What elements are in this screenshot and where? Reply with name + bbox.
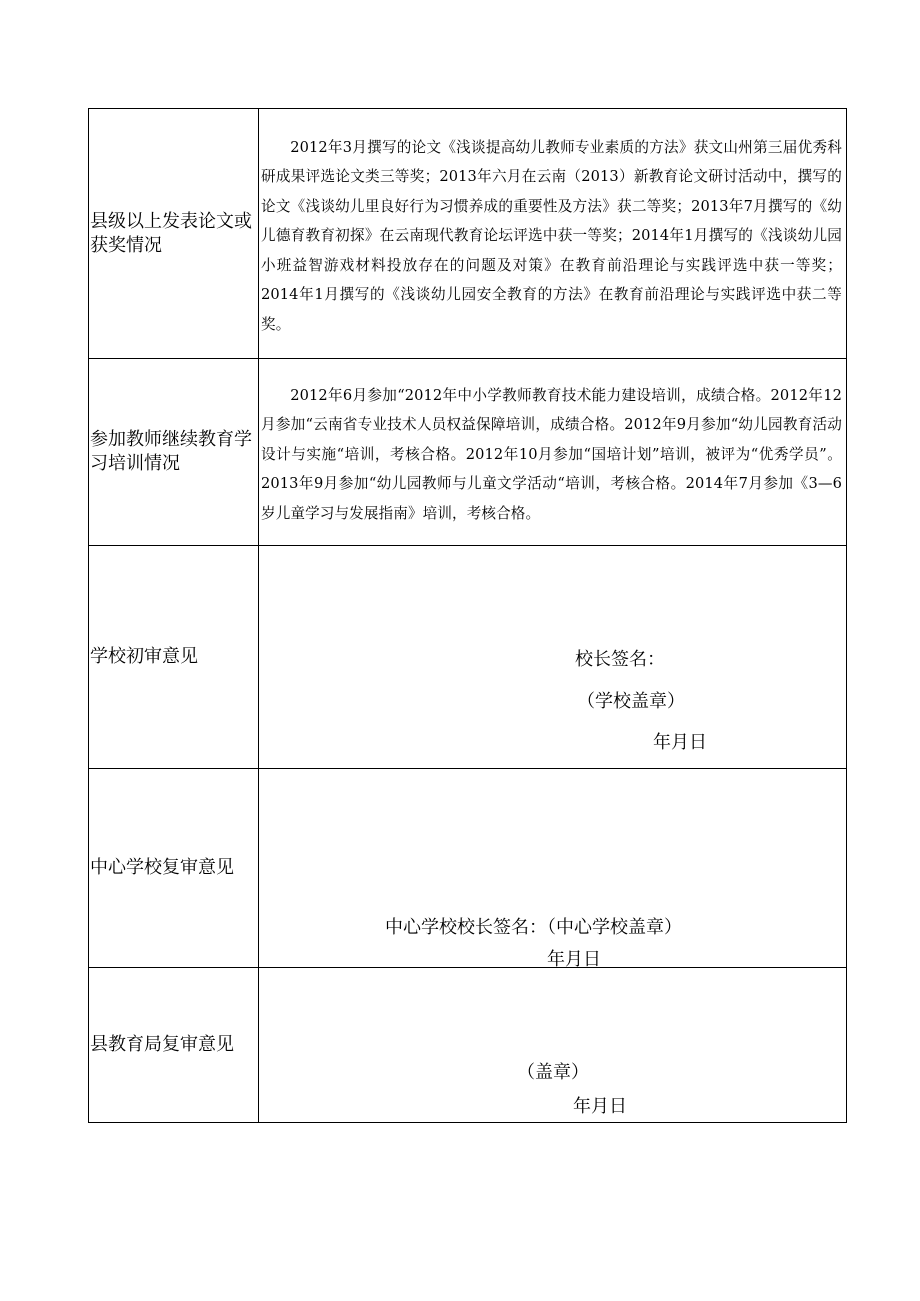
principal-signature-label: 校长签名： <box>575 649 665 670</box>
county-review-label: 县教育局复审意见 <box>89 968 259 1123</box>
county-review-date: 年月日 <box>573 1096 627 1117</box>
table-row <box>89 109 847 359</box>
school-review-date: 年月日 <box>653 732 707 753</box>
table-row <box>89 968 847 1123</box>
table-row <box>89 769 847 968</box>
school-review-label: 学校初审意见 <box>89 546 259 769</box>
school-seal-label: （学校盖章） <box>577 691 685 712</box>
school-review-cell <box>259 546 847 769</box>
table-row <box>89 359 847 546</box>
center-review-cell <box>259 769 847 968</box>
table-row <box>89 546 847 769</box>
papers-awards-label: 县级以上发表论文或获奖情况 <box>89 109 259 359</box>
center-review-label: 中心学校复审意见 <box>89 769 259 968</box>
papers-awards-content <box>259 109 847 359</box>
center-review-date: 年月日 <box>547 949 601 970</box>
county-seal-label: （盖章） <box>517 1062 589 1083</box>
center-signature-label: 中心学校校长签名：（中心学校盖章） <box>385 917 682 938</box>
application-form-table <box>88 108 847 1123</box>
training-label: 参加教师继续教育学习培训情况 <box>89 359 259 546</box>
training-text: 2012年6月参加“2012年中小学教师教育技术能力建设培训，成绩合格。2012年12月参加“云南省专业技术人员权益保障培训，成绩合格。2012年9月参加“幼儿园教育活动设计与实施“培训，考核合格。2012年10月参加“国培计划”培训，被评为“优秀学员”。2013年9月参加“幼儿园教师与儿童文学活动“培训，考核合格。2014年7月参加《3—6岁儿童学习与发展指南》培训，考核合格。 <box>261 386 842 522</box>
county-review-cell <box>259 968 847 1123</box>
papers-awards-text: 2012年3月撰写的论文《浅谈提高幼儿教师专业素质的方法》获文山州第三届优秀科研成果评选论文类三等奖；2013年六月在云南（2013）新教育论文研讨活动中，撰写的论文《浅谈幼儿里良好行为习惯养成的重要性及方法》获二等奖；2013年7月撰写的《幼儿德育教育初探》在云南现代教育论坛评选中获一等奖；2014年1月撰写的《浅谈幼儿园小班益智游戏材料投放存在的问题及对策》在教育前沿理论与实践评选中获一等奖；2014年1月撰写的《浅谈幼儿园安全教育的方法》在教育前沿理论与实践评选中获二等奖。 <box>261 138 842 333</box>
training-content <box>259 359 847 546</box>
